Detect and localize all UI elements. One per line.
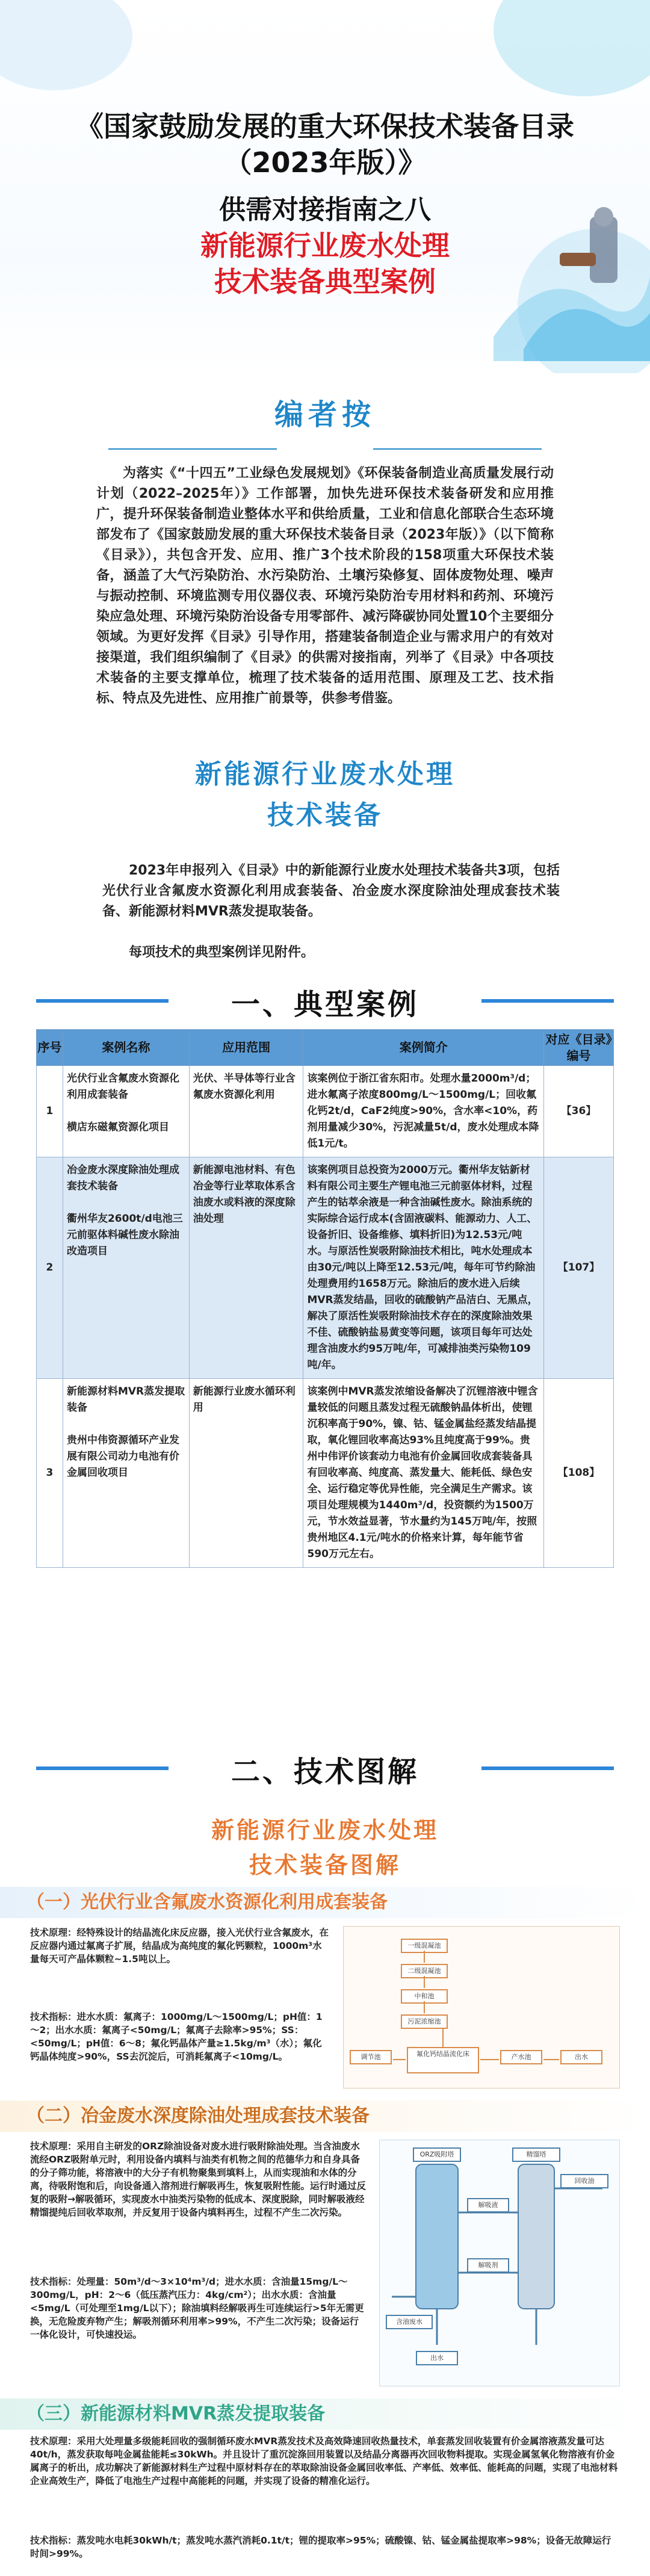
cell-case-name: 冶金废水深度除油处理成套技术装备 衢州华友2600t/d电池三元前驱体料碱性废水除油改造项目 — [63, 1157, 189, 1379]
flow-node: 出水 — [560, 2050, 602, 2064]
diagrams-heading: 二、技术图解 — [231, 1755, 419, 1789]
flow-node: 产水池 — [500, 2050, 542, 2064]
sub1-principle: 技术原理：经特殊设计的结晶流化床反应器，接入光伏行业含氟废水，在反应器内通过氟离子扩展，结晶成为高纯度的氟化钙颗粒，1000m³水量每天可产晶体颗粒~1.5吨以上。 — [30, 1927, 329, 1965]
diagram-title-line1: 新能源行业废水处理 — [211, 1816, 439, 1844]
cell-no: 1 — [37, 1066, 63, 1157]
sub2-flow-diagram — [379, 2140, 620, 2386]
sub3-indicators: 技术指标：蒸发吨水电耗30kWh/t；蒸发吨水蒸汽消耗0.1t/t；锂的提取率>95%；硫酸镍、钴、锰金属盐提取率>98%；设备无故障运行时间>99%。 — [30, 2535, 611, 2559]
editor-note-text: 为落实《“十四五”工业绿色发展规划》《环保装备制造业高质量发展行动计划（2022–2025年）》工作部署，加快先进环保技术装备研发和应用推广，提升环保装备制造业整体水平和供给质量，工业和信息化部联合生态环境部发布了《国家鼓励发展的重大环保技术装备目录（2023年版）》（以下简称《目录》），共包含开发、应用、推广3个技术阶段的158项重大环保技术装备，涵盖了大气污染防治、水污染防治、土壤污染修复、固体废物处理、噪声与振动控制、环境监测专用仪器仪表、环境污染防治专用材料和药剂、环境污染应急处理、环境污染防治设备专用零部件、减污降碳协同处置10个主要细分领域。为更好发挥《目录》引导作用，搭建装备制造企业与需求用户的有效对接渠道，我们组织编制了《目录》的供需对接指南，列举了《目录》中各项技术装备的主要支撑单位，梳理了技术装备的适用范围、原理及工艺、技术指标、特点及先进性、应用推广前景等，供参考借鉴。 — [96, 466, 554, 706]
flow-node: 中和池 — [401, 1989, 448, 2004]
sub-heading-3: （三）新能源材料MVR蒸发提取装备 — [0, 2398, 650, 2430]
col-header: 应用范围 — [189, 1030, 303, 1066]
cell-case-name: 光伏行业含氟废水资源化利用成套装备 横店东磁氟资源化项目 — [63, 1066, 189, 1157]
col-header: 序号 — [37, 1030, 63, 1066]
subtitle-cases: 技术装备典型案例 — [214, 265, 436, 298]
flow-node: ORZ吸附塔 — [413, 2147, 461, 2162]
cell-intro: 该案例中MVR蒸发浓缩设备解决了沉锂溶液中锂含量较低的问题且蒸发过程无硫酸钠晶体析出，使锂沉积率高于90%，镍、钴、锰金属盐经蒸发结晶提取，氧化锂回收率高达93%且纯度高于99%。贵州中伟评价该套动力电池有价金属回收成套装备具有回收率高、纯度高、蒸发量大、能耗低、绿色安全、运行稳定等优异性能，完全满足生产需求。该项目处理规模为1440m³/d，投资额约为1500万元，节水效益显著，节水量约为145万吨/年，按照贵州地区4.1元/吨水的价格来计算，每年能节省590万元左右。 — [303, 1379, 544, 1568]
cell-scope: 新能源电池材料、有色冶金等行业萃取体系含油废水或料液的深度除油处理 — [189, 1157, 303, 1379]
cell-no: 3 — [37, 1379, 63, 1568]
intro-paragraph: 2023年申报列入《目录》中的新能源行业废水处理技术装备共3项，包括光伏行业含氟废水资源化利用成套装备、冶金废水深度除油处理成套技术装备、新能源材料MVR蒸发提取装备。 — [102, 863, 560, 919]
flow-node: 出水 — [416, 2351, 458, 2365]
header-banner — [0, 0, 650, 373]
intro-paragraph-2: 每项技术的典型案例详见附件。 — [129, 945, 315, 960]
main-title: 《国家鼓励发展的重大环保技术装备目录（2023年版）》 — [76, 110, 574, 179]
divider — [373, 448, 542, 450]
sub-heading-1: （一）光伏行业含氟废水资源化利用成套装备 — [0, 1887, 650, 1918]
sub2-indicators: 技术指标：处理量：50m³/d～3×10⁴m³/d；进水水质：含油量15mg/L～300mg/L，pH：2～6（低压蒸汽压力：4kg/cm²）；出水水质：含油量<5mg/L（可处理至1mg/L以下）；除油填料经解吸再生可连续运行>5年无需更换，无危险废弃物产生；解吸剂循环利用率>99%，不产生二次污染；设备运行一体化设计，可快速投运。 — [30, 2276, 364, 2340]
decor-blob — [0, 0, 132, 90]
cell-code: 【108】 — [544, 1379, 614, 1568]
flow-node: 污泥浓缩池 — [401, 2014, 448, 2029]
sub-heading-2: （二）冶金废水深度除油处理成套技术装备 — [0, 2101, 650, 2132]
flow-node: 解吸液 — [467, 2198, 509, 2212]
sub1-indicators: 技术指标：进水水质：氟离子：1000mg/L～1500mg/L；pH值：1～2；出水水质：氟离子<50mg/L；氟离子去除率>95%；SS：<50mg/L；pH值：6～8；氟化钙晶体产量≥1.5kg/m³（水）；氟化钙晶体纯度>90%，SS去沉淀后，可消耗氟离子<10mg/L。 — [30, 2011, 323, 2062]
table-row — [37, 1379, 614, 1568]
table-row — [37, 1066, 614, 1157]
flow-node: 回收油 — [560, 2174, 608, 2188]
table-row — [37, 1157, 614, 1379]
flow-node: 解吸剂 — [467, 2258, 509, 2273]
cell-intro: 该案例项目总投资为2000万元。衢州华友钴新材料有限公司主要生产锂电池三元前驱体材料，过程产生的钴萃余液是一种含油碱性废水。除油系统的实际综合运行成本(含固液碳料、能源动力、人工、设备折旧、设备维修、填料折旧)为12.53元/吨水。与原活性炭吸附除油技术相比，吨水处理成本由30元/吨以上降至12.53元/吨，每年可节约除油处理费用约1658万元。除油后的废水进入后续MVR蒸发结晶，回收的硫酸钠产品洁白、无黑点，解决了原活性炭吸附除油技术存在的深度除油效果不佳、硫酸钠盐易黄变等问题，该项目每年可达处理含油废水约95万吨/年，可减排油类污染物109吨/年。 — [303, 1157, 544, 1379]
cell-scope: 新能源行业废水循环利用 — [189, 1379, 303, 1568]
flow-node: 调节池 — [350, 2050, 392, 2064]
flow-node: 精馏塔 — [512, 2147, 560, 2162]
decor-blob — [494, 0, 650, 96]
cell-scope: 光伏、半导体等行业含氟废水资源化利用 — [189, 1066, 303, 1157]
flow-node: 氟化钙结晶流化床 — [407, 2047, 479, 2073]
section-title-line1: 新能源行业废水处理 — [195, 759, 455, 790]
col-header: 对应《目录》编号 — [544, 1030, 614, 1066]
sub2-principle: 技术原理：采用自主研发的ORZ除油设备对废水进行吸附除油处理。当含油废水流经ORZ吸附单元时，利用设备内填料与油类有机物之间的范德华力和自身具备的分子筛功能，将溶液中的大分子有机物聚集到填料上，从而实现油和水体的分离，待吸附饱和后，向设备通入溶剂进行解吸再生，恢复吸附性能。运行时通过反复的吸附→解吸循环，实现废水中油类污染物的低成本、深度脱除，同时解吸液经精馏提纯后回收萃取剂，并反复用于设备内填料再生，过程不产生二次污染。 — [30, 2141, 367, 2218]
cell-no: 2 — [37, 1157, 63, 1379]
subtitle-guide: 供需对接指南之八 — [219, 194, 431, 225]
col-header: 案例简介 — [303, 1030, 544, 1066]
editor-note-title: 编者按 — [274, 398, 376, 432]
sub1-flow-diagram — [343, 1926, 620, 2088]
cases-table — [36, 1029, 614, 1568]
flow-node: 含油废水 — [386, 2315, 433, 2329]
flow-arrows — [344, 1927, 621, 2089]
cases-heading: 一、典型案例 — [231, 988, 419, 1021]
subtitle-industry: 新能源行业废水处理 — [200, 229, 450, 262]
cell-code: 【36】 — [544, 1066, 614, 1157]
flow-node: 一级混凝池 — [401, 1939, 448, 1953]
cell-case-name: 新能源材料MVR蒸发提取装备 贵州中伟资源循环产业发展有限公司动力电池有价金属回收项目 — [63, 1379, 189, 1568]
cell-intro: 该案例位于浙江省东阳市。处理水量2000m³/d；进水氟离子浓度800mg/L～1500mg/L；回收氟化钙2t/d，CaF2纯度>90%，含水率<10%，药剂用量减少30%，污泥减量5t/d，废水处理成本降低1元/t。 — [303, 1066, 544, 1157]
col-header: 案例名称 — [63, 1030, 189, 1066]
divider — [108, 448, 277, 450]
table-header-row — [37, 1030, 614, 1066]
flow-node: 二级混凝池 — [401, 1964, 448, 1978]
sub3-principle: 技术原理：采用大处理量多级能耗回收的强制循环废水MVR蒸发技术及高效降速回收热量技术，单套蒸发回收装置有价金属溶液蒸发量可达40t/h，蒸发获取每吨金属盐能耗≤30kWh。并且设计了重沉淀涤回用装置以及结晶分离器再次回收物料提取。实现金属氢氧化物溶液有价金属离子的析出，成功解决了新能源材料生产过程中原材料存在的萃取除油设备金属回收率低、产率低、效率低、能耗高的问题，实现了电池材料企业高效生产，降低了电池生产过程中高能耗的问题，并实现了设备的精准化运行。 — [30, 2436, 618, 2486]
section-title-line2: 技术装备 — [267, 800, 383, 831]
diagram-title-line2: 技术装备图解 — [249, 1851, 401, 1878]
cell-code: 【107】 — [544, 1157, 614, 1379]
